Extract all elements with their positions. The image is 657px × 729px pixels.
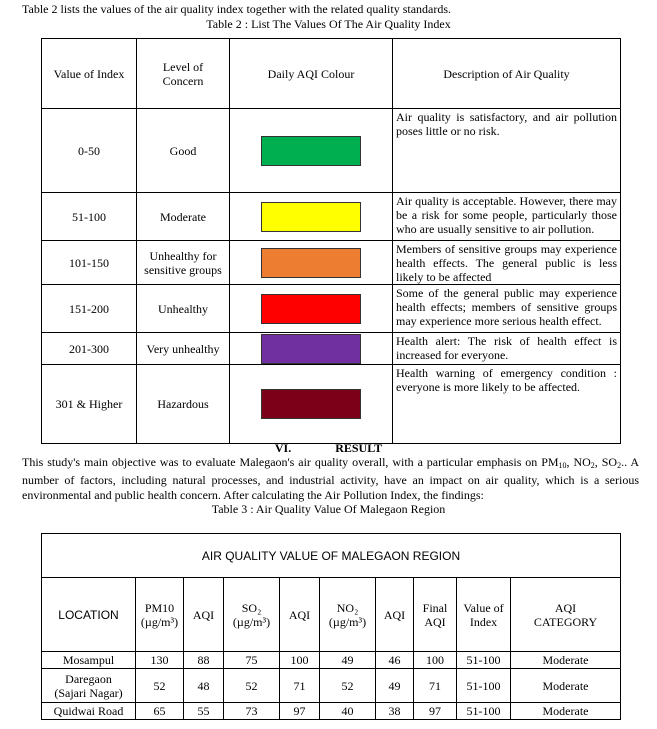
aqi-value: 49 xyxy=(376,669,414,703)
final-aqi: 100 xyxy=(414,652,457,669)
aqi-colour-swatch xyxy=(261,248,361,278)
aqi-description: Air quality is satisfactory, and air pollution poses little or no risk. xyxy=(393,109,621,193)
aqi-table xyxy=(41,38,621,444)
aqi-description: Health alert: The risk of health effect is increased for everyone. xyxy=(393,333,621,365)
header-description: Description of Air Quality xyxy=(393,39,621,109)
table-row xyxy=(42,365,621,444)
pm10-value: 65 xyxy=(136,703,184,720)
no2-value: 49 xyxy=(320,652,376,669)
location: Quidwai Road xyxy=(42,703,136,720)
table-row xyxy=(42,285,621,333)
header-daily-aqi-colour: Daily AQI Colour xyxy=(230,39,393,109)
so2-value: 73 xyxy=(224,703,280,720)
header-aqi: AQI xyxy=(280,578,320,652)
index-range: 201-300 xyxy=(42,333,137,365)
final-aqi: 97 xyxy=(414,703,457,720)
header-aqi-category: AQI CATEGORY xyxy=(511,578,621,652)
aqi-category: Moderate xyxy=(511,652,621,669)
aqi-value: 97 xyxy=(280,703,320,720)
header-pm10: PM10 (µg/m³) xyxy=(136,578,184,652)
aqi-description: Members of sensitive groups may experience health effects. The general public is less likely to be affected xyxy=(393,241,621,285)
aqi-description: Health warning of emergency condition : everyone is more likely to be affected. xyxy=(393,365,621,444)
pm10-value: 52 xyxy=(136,669,184,703)
so2-value: 75 xyxy=(224,652,280,669)
pm10-value: 130 xyxy=(136,652,184,669)
section-number: VI. xyxy=(274,441,292,455)
table-row xyxy=(42,333,621,365)
table3-title: AIR QUALITY VALUE OF MALEGAON REGION xyxy=(42,534,621,578)
header-final-aqi: Final AQI xyxy=(414,578,457,652)
index-range: 101-150 xyxy=(42,241,137,285)
section-heading xyxy=(0,441,657,456)
table-row xyxy=(42,193,621,241)
aqi-colour-swatch xyxy=(261,202,361,232)
index-value: 51-100 xyxy=(457,669,511,703)
aqi-value: 55 xyxy=(184,703,224,720)
header-level-of-concern: Level of Concern xyxy=(137,39,230,109)
aqi-table-header xyxy=(42,39,621,109)
malegaon-aqi-table xyxy=(41,533,621,720)
header-value-of-index: Value of Index xyxy=(457,578,511,652)
index-range: 0-50 xyxy=(42,109,137,193)
table3-header xyxy=(42,578,621,652)
location: Mosampul xyxy=(42,652,136,669)
aqi-value: 100 xyxy=(280,652,320,669)
index-value: 51-100 xyxy=(457,652,511,669)
table-row xyxy=(42,109,621,193)
so2-value: 52 xyxy=(224,669,280,703)
aqi-category: Moderate xyxy=(511,669,621,703)
table3-caption: Table 3 : Air Quality Value Of Malegaon Region xyxy=(211,502,446,516)
level-of-concern: Very unhealthy xyxy=(137,333,230,365)
header-no2: NO₂ (µg/m³) xyxy=(320,578,376,652)
aqi-colour-swatch xyxy=(261,389,361,419)
aqi-value: 71 xyxy=(280,669,320,703)
table2-caption: Table 2 : List The Values Of The Air Quality Index xyxy=(206,17,451,31)
level-of-concern: Unhealthy xyxy=(137,285,230,333)
result-paragraph: This study's main objective was to evaluate Malegaon's air quality overall, with a particular emphasis on $PM_{10}$, $NO_2$, $SO_2$.. A number of factors, including natural processes, and industrial activity, have an impact on air quality, which is a serious environmental and public health concern. After calculating the Air Pollution Index, the findings: xyxy=(22,455,639,502)
aqi-value: 38 xyxy=(376,703,414,720)
header-so2: SO₂ (µg/m³) xyxy=(224,578,280,652)
aqi-description: Some of the general public may experience health effects; members of sensitive groups may experience more serious health effect. xyxy=(393,285,621,333)
table-row xyxy=(42,703,621,720)
aqi-colour-swatch xyxy=(261,334,361,364)
table-row xyxy=(42,669,621,703)
aqi-description: Air quality is acceptable. However, there may be a risk for some people, particularly those who are usually sensitive to air pollution. xyxy=(393,193,621,241)
aqi-value: 46 xyxy=(376,652,414,669)
no2-value: 52 xyxy=(320,669,376,703)
index-range: 151-200 xyxy=(42,285,137,333)
index-value: 51-100 xyxy=(457,703,511,720)
final-aqi: 71 xyxy=(414,669,457,703)
aqi-colour-swatch xyxy=(261,294,361,324)
section-title: RESULT xyxy=(335,441,383,455)
header-aqi: AQI xyxy=(376,578,414,652)
level-of-concern: Moderate xyxy=(137,193,230,241)
aqi-colour-swatch xyxy=(261,136,361,166)
header-location: LOCATION xyxy=(42,578,136,652)
level-of-concern: Good xyxy=(137,109,230,193)
table-row xyxy=(42,241,621,285)
intro-text: Table 2 lists the values of the air quality index together with the related quality standards. xyxy=(22,2,452,16)
location: Daregaon (Sajari Nagar) xyxy=(42,669,136,703)
aqi-category: Moderate xyxy=(511,703,621,720)
index-range: 51-100 xyxy=(42,193,137,241)
level-of-concern: Unhealthy for sensitive groups xyxy=(137,241,230,285)
no2-value: 40 xyxy=(320,703,376,720)
index-range: 301 & Higher xyxy=(42,365,137,444)
table-row xyxy=(42,652,621,669)
level-of-concern: Hazardous xyxy=(137,365,230,444)
aqi-value: 48 xyxy=(184,669,224,703)
aqi-value: 88 xyxy=(184,652,224,669)
header-value-of-index: Value of Index xyxy=(42,39,137,109)
header-aqi: AQI xyxy=(184,578,224,652)
